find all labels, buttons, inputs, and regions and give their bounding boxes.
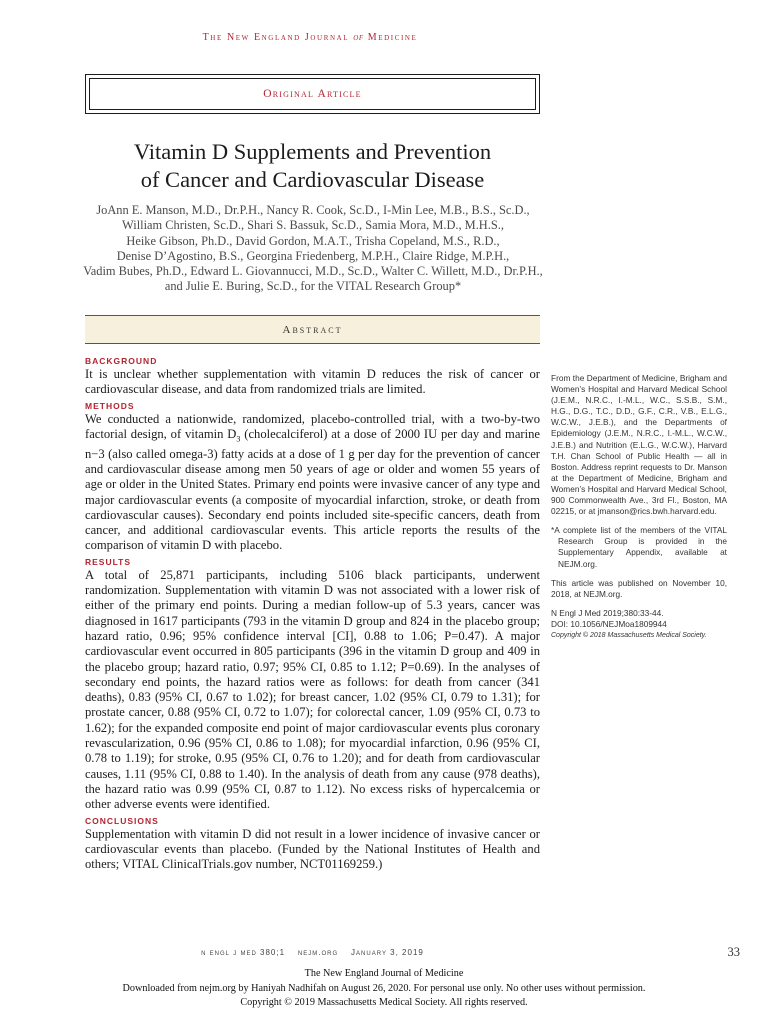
author-list [78,203,548,295]
affiliation-note: From the Department of Medicine, Brigham and Women’s Hospital and Harvard Medical School (J.E.M., N.R.C., I.-M.L., W.C., S.S.B., S.M., H.G., D.G., T.C., D.D., G.F., C.R., V.B., E.L.G., W.C.W., J.E.B.), and the Departments of Epidemiology (J.E.M., N.R.C., I.-M.L., W.C.W., J.E.B.) and Nutrition (E.L.G., W.C.W.), Harvard T.H. Chan School of Public Health — all in Boston. Address reprint requests to Dr. Manson at the Department of Medicine, Brigham and Women’s Hospital and Harvard Medical School, 900 Commonwealth Ave., 3rd Fl., Boston, MA 02215, or at jmanson@rics.bwh.harvard.edu. [551,373,727,517]
article-title-line-2: of Cancer and Cardiovascular Disease [140,167,485,192]
methods-subscript: 3 [236,434,241,444]
sidebar-notes [551,373,727,641]
page-number: 33 [727,945,740,959]
conclusions-text: Supplementation with vitamin D did not result in a lower incidence of invasive cancer or cardiovascular events than placebo. (Funded by the National Institutes of Health and others; VITAL ClinicalTrials.gov number, NCT01169259.) [85,826,540,872]
publication-note: This article was published on November 10, 2018, at NEJM.org. [551,577,727,599]
results-text: A total of 25,871 participants, including 5106 black participants, underwent randomization. Supplementation with vitamin D was not associated with a lower risk of either of the primary end points. During a median follow-up of 5.3 years, cancer was diagnosed in 1617 participants (793 in the vitamin D group and 824 in the placebo group; hazard ratio, 0.96; 95% confidence interval [CI], 0.88 to 1.06; P=0.47). A major cardiovascular event occurred in 805 participants (396 in the vitamin D group and 409 in the placebo group; hazard ratio, 0.97; 95% CI, 0.85 to 1.12; P=0.69). In the analyses of secondary end points, the hazard ratios were as follows: for death from cancer (341 deaths), 0.83 (95% CI, 0.67 to 1.02); for breast cancer, 1.02 (95% CI, 0.79 to 1.31); for prostate cancer, 0.88 (95% CI, 0.72 to 1.07); for colorectal cancer, 1.09 (95% CI, 0.73 to 1.62); for the expanded composite end point of major cardiovascular events plus coronary revascularization, 0.96 (95% CI, 0.86 to 1.08); for myocardial infarction, 0.96 (95% CI, 0.78 to 1.19); for stroke, 0.95 (95% CI, 0.76 to 1.20); and for death from cardiovascular causes, 1.11 (95% CI, 0.88 to 1.40). In the analysis of death from any cause (978 deaths), the hazard ratio was 0.99 (95% CI, 0.87 to 1.12). No excess risks of hypercalcemia or other adverse events were identified. [85,567,540,812]
research-group-note: *A complete list of the members of the VITAL Research Group is provided in the Supplementary Appendix, available at NEJM.org. [551,525,727,569]
article-type-banner [85,74,540,114]
author-line: Heike Gibson, Ph.D., David Gordon, M.A.T., Trisha Copeland, M.S., R.D., [126,233,500,248]
abstract-body [85,356,540,874]
citation-note: N Engl J Med 2019;380:33-44. [551,607,664,618]
sidebar-copyright: Copyright © 2018 Massachusetts Medical Society. [551,631,707,639]
author-line: JoAnn E. Manson, M.D., Dr.P.H., Nancy R. Cook, Sc.D., I-Min Lee, M.B., B.S., Sc.D., [96,203,530,217]
article-type-banner-inner [89,78,536,110]
article-title [85,138,540,194]
download-notice [0,967,768,1011]
methods-text [85,412,540,554]
background-text: It is unclear whether supplementation with vitamin D reduces the risk of cancer or cardiovascular disease, and data from randomized trials are limited. [85,367,540,397]
background-heading: BACKGROUND [85,356,158,366]
journal-title-suffix: Medicine [367,32,418,43]
author-line: William Christen, Sc.D., Shari S. Bassuk, Sc.D., Samia Mora, M.D., M.H.S., [122,218,504,233]
journal-title-main: New England Journal [226,32,350,43]
article-title-line-1: Vitamin D Supplements and Prevention [133,139,492,164]
methods-text-part-2: (cholecalciferol) at a dose of 2000 IU per day and marine n−3 (also called omega-3) fatty acids at a dose of 1 g per day for the prevention of cancer and cardiovascular disease among men 50 years of age or older and women 55 years of age or older in the United States. Primary end points were invasive cancer of any type and major cardiovascular events (a composite of myocardial infarction, stroke, or death from cardiovascular causes). Secondary end points included site-specific cancers, death from cancer, and additional cardiovascular events. This article reports the results of the comparison of vitamin D with placebo. [85,426,540,553]
methods-text-part-1: We conducted a nationwide, randomized, placebo-controlled trial, with a two-by-two factorial design, of vitamin D [85,411,540,441]
download-notice-line-2: Downloaded from nejm.org by Haniyah Nadhifah on August 26, 2020. For personal use only. No other uses without permission. [122,982,646,994]
methods-heading: METHODS [85,400,135,411]
journal-title-of: of [353,32,364,43]
author-line: and Julie E. Buring, Sc.D., for the VITAL Research Group* [164,279,462,294]
page-footer-citation: n engl j med 380;1 nejm.org January 3, 2019 [201,948,424,957]
conclusions-heading: CONCLUSIONS [85,815,159,826]
abstract-label: Abstract [282,323,343,336]
results-heading: RESULTS [85,556,132,567]
download-notice-line-3: Copyright © 2019 Massachusetts Medical Society. All rights reserved. [240,997,528,1009]
download-notice-line-1: The New England Journal of Medicine [304,968,464,979]
author-line: Denise D’Agostino, B.S., Georgina Friedenberg, M.P.H., Claire Ridge, M.P.H., [116,248,510,263]
author-line: Vadim Bubes, Ph.D., Edward L. Giovannucci, M.D., Sc.D., Walter C. Willett, M.D., Dr.P.H., [83,264,543,279]
journal-title-prefix: The [202,32,223,43]
journal-running-title [0,32,620,43]
article-type-label: Original Article [263,88,362,100]
abstract-header-bar [85,315,540,344]
doi-note: DOI: 10.1056/NEJMoa1809944 [551,618,667,629]
